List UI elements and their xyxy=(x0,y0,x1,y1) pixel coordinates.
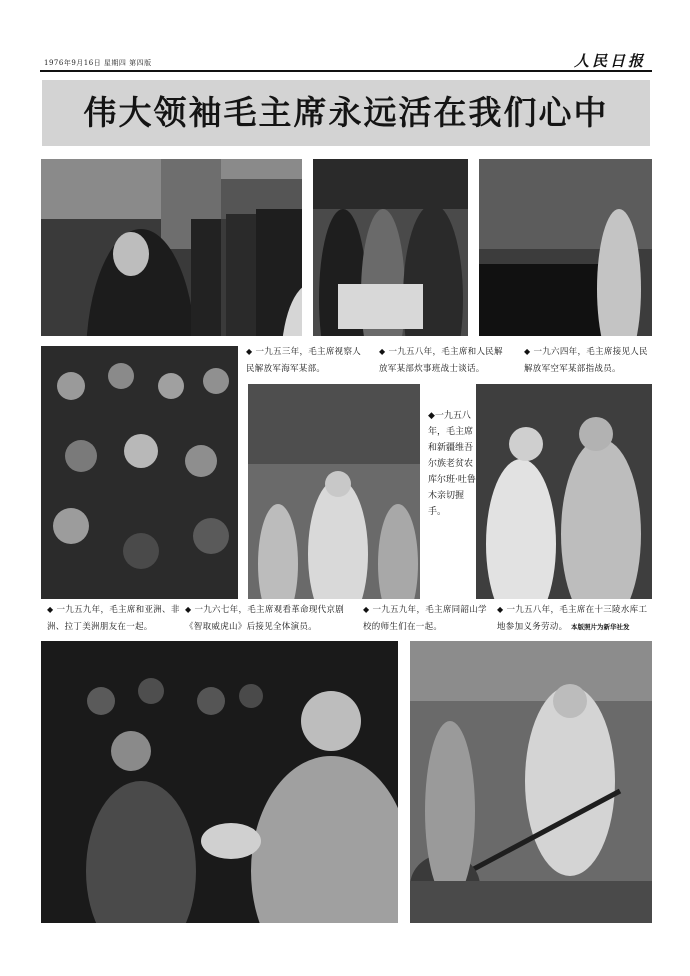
caption-uyghur-farmer: ◆一九五八年，毛主席和新疆维吾尔族老贫农库尔班·吐鲁木亲切握手。 xyxy=(428,411,476,517)
dateline: 1976年9月16日 星期四 第四版 xyxy=(44,59,152,67)
photo-air-force-meeting xyxy=(479,159,652,336)
caption-shaoshan-school: ◆ 一九五九年，毛主席同韶山学校的师生们在一起。 xyxy=(363,605,487,632)
photo-cookhouse-talk xyxy=(313,159,468,336)
masthead: 人民日报 xyxy=(573,52,646,70)
diamond-marker-icon: ◆ xyxy=(379,347,386,356)
photo-reservoir-labor xyxy=(410,641,652,923)
diamond-marker-icon: ◆ xyxy=(47,605,54,614)
header-rule xyxy=(40,70,652,72)
diamond-marker-icon: ◆ xyxy=(363,605,370,614)
photo-opera-cast xyxy=(248,384,420,599)
photo-navy-visit xyxy=(41,159,302,336)
diamond-marker-icon: ◆ xyxy=(246,347,253,356)
diamond-marker-icon: ◆ xyxy=(185,605,192,614)
photo-applause xyxy=(41,641,398,923)
page-title: 伟大领袖毛主席永远活在我们心中 xyxy=(83,93,609,132)
caption-cookhouse-talk: ◆ 一九五八年，毛主席和人民解放军某部炊事班战士谈话。 xyxy=(379,347,503,374)
photo-international-friends xyxy=(41,346,238,599)
caption-opera-cast: ◆ 一九六七年，毛主席观看革命现代京剧《智取威虎山》后接见全体演员。 xyxy=(185,605,345,632)
caption-international-friends: ◆ 一九五九年，毛主席和亚洲、非洲、拉丁美洲朋友在一起。 xyxy=(47,605,180,632)
diamond-marker-icon: ◆ xyxy=(497,605,504,614)
diamond-marker-icon: ◆ xyxy=(524,347,531,356)
photo-credit: 本版照片为新华社发 xyxy=(571,623,630,631)
caption-reservoir-labor: ◆ 一九五八年，毛主席在十三陵水库工地参加义务劳动。 xyxy=(497,605,648,632)
caption-navy-visit: ◆ 一九五三年，毛主席视察人民解放军海军某部。 xyxy=(246,347,362,374)
caption-air-force-meeting: ◆ 一九六四年，毛主席接见人民解放军空军某部指战员。 xyxy=(524,347,648,374)
photo-handshake xyxy=(476,384,652,599)
diamond-marker-icon: ◆ xyxy=(428,411,435,421)
